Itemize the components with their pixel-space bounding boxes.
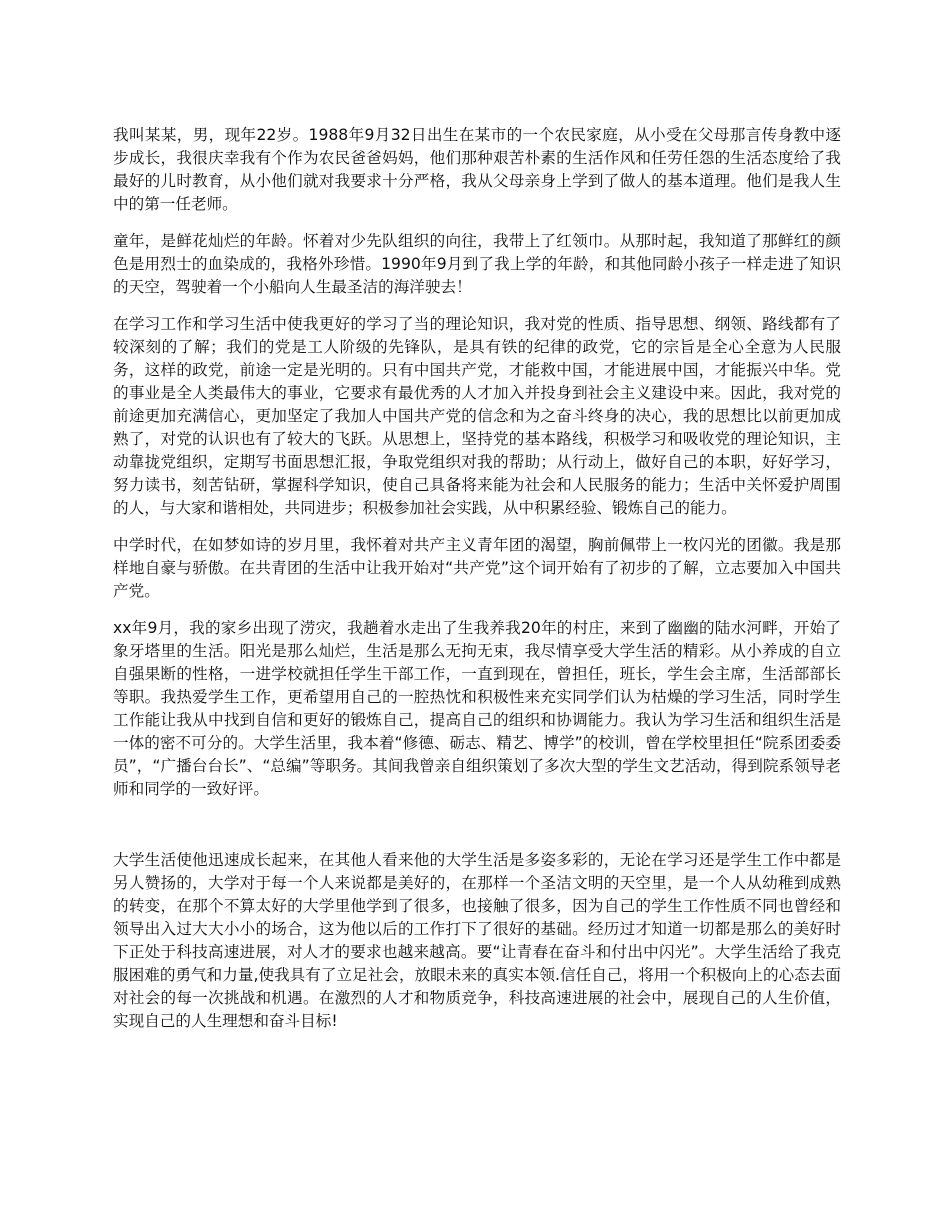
paragraph-6: 大学生活使他迅速成长起来，在其他人看来他的大学生活是多姿多彩的，无论在学习还是学生工作中都是另人赞扬的，大学对于每一个人来说都是美好的，在那样一个圣洁文明的天空里，是一个人从幼稚到成熟的转变，在那个不算太好的大学里他学到了很多，也接触了很多，因为自己的学生工作性质不同也曾经和领导出入过大大小小的场合，这为他以后的工作打下了很好的基础。经历过才知道一切都是那么的美好时下正处于科技高速进展，对人才的要求也越来越高。要“让青春在奋斗和付出中闪光”。大学生活给了我克服困难的勇气和力量,使我具有了立足社会，放眼未来的真实本领.信任自己，将用一个积极向上的心态去面对社会的每一次挑战和机遇。在激烈的人才和物质竞争，科技高速进展的社会中，展现自己的人生价值，实现自己的人生理想和奋斗目标! (113, 851, 841, 1030)
paragraph-3: 在学习工作和学习生活中使我更好的学习了当的理论知识，我对党的性质、指导思想、纲领、路线都有了较深刻的了解；我们的党是工人阶级的先锋队，是具有铁的纪律的政党，它的宗旨是全心全意为人民服务，这样的政党，前途一定是光明的。只有中国共产党，才能救中国，才能进展中国，才能振兴中华。党的事业是全人类最伟大的事业，它要求有最优秀的人才加入并投身到社会主义建设中来。因此，我对党的前途更加充满信心，更加坚定了我加人中国共产党的信念和为之奋斗终身的决心，我的思想比以前更加成熟了，对党的认识也有了较大的飞跃。从思想上，坚持党的基本路线，积极学习和吸收党的理论知识，主动靠拢党组织，定期写书面思想汇报，争取党组织对我的帮助；从行动上，做好自己的本职，好好学习，努力读书，刻苦钻研，掌握科学知识，使自己具备将来能为社会和人民服务的能力；生活中关怀爱护周围的人，与大家和谐相处，共同进步；积极参加社会实践，从中积累经验、锻炼自己的能力。 (113, 315, 841, 517)
paragraph-5: xx年9月，我的家乡出现了涝灾，我趟着水走出了生我养我20年的村庄，来到了幽幽的陆水河畔，开始了象牙塔里的生活。阳光是那么灿烂，生活是那么无拘无束，我尽情享受大学生活的精彩。从小养成的自立自强果断的性格，一进学校就担任学生干部工作，一直到现在，曾担任，班长，学生会主席，生活部部长等职。我热爱学生工作，更希望用自己的一腔热忱和积极性来充实同学们认为枯燥的学习生活，同时学生工作能让我从中找到自信和更好的锻炼自己，提高自己的组织和协调能力。我认为学习生活和组织生活是一体的密不可分的。大学生活里，我本着“修德、砺志、精艺、博学”的校训，曾在学校里担任“院系团委委员”，“广播台台长”、“总编”等职务。其间我曾亲自组织策划了多次大型的学生文艺活动，得到院系领导老师和同学的一致好评。 (113, 619, 841, 798)
paragraph-4: 中学时代，在如梦如诗的岁月里，我怀着对共产主义青年团的渴望，胸前佩带上一枚闪光的团徽。我是那样地自豪与骄傲。在共青团的生活中让我开始对“共产党”这个词开始有了初步的了解，立志要加入中国共产党。 (113, 536, 841, 600)
document-body (113, 124, 841, 1047)
paragraph-2: 童年，是鲜花灿烂的年龄。怀着对少先队组织的向往，我带上了红领巾。从那时起，我知道了那鲜红的颜色是用烈士的血染成的，我格外珍惜。1990年9月到了我上学的年龄，和其他同龄小孩子一样走进了知识的天空，驾驶着一个小船向人生最圣洁的海洋驶去！ (113, 232, 841, 296)
section-gap (113, 815, 841, 849)
paragraph-1: 我叫某某，男，现年22岁。1988年9月32日出生在某市的一个农民家庭，从小受在父母那言传身教中逐步成长，我很庆幸我有个作为农民爸爸妈妈，他们那种艰苦朴素的生活作风和任劳任怨的生活态度给了我最好的儿时教育，从小他们就对我要求十分严格，我从父母亲身上学到了做人的基本道理。他们是我人生中的第一任老师。 (113, 126, 841, 213)
